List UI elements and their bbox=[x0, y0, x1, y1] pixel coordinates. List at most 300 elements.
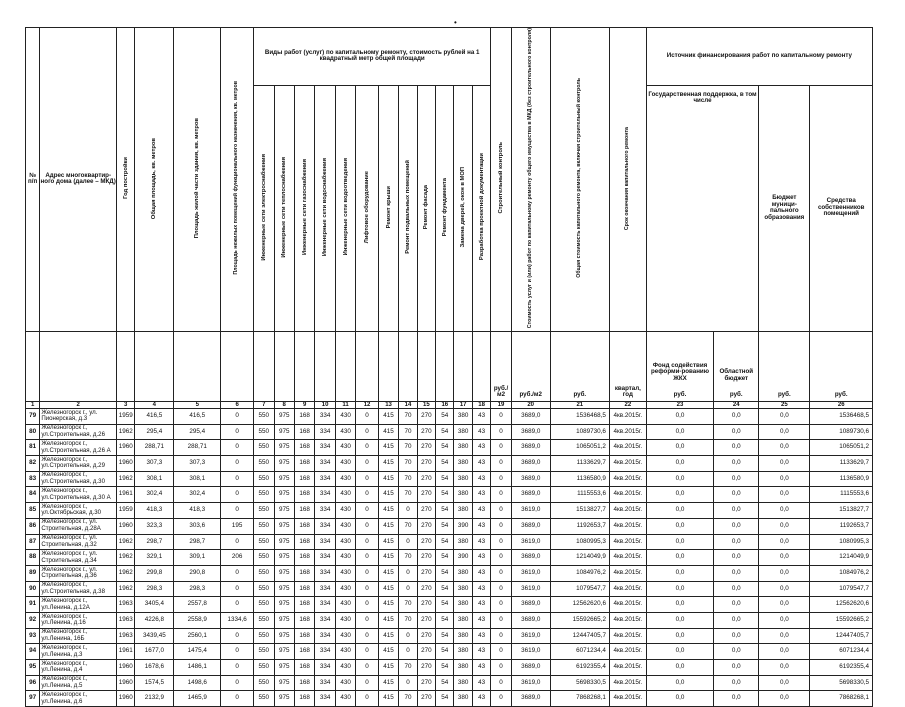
address-cell: Железногорск г., ул.Строительная, д.26 bbox=[40, 424, 117, 440]
table-row bbox=[26, 487, 873, 503]
value-cell: 43 bbox=[472, 456, 490, 472]
value-cell: 270 bbox=[417, 456, 435, 472]
value-cell: 0 bbox=[221, 644, 254, 660]
value-cell: 1963 bbox=[117, 628, 135, 644]
header-work-doors-windows: Замена дверей, окон в МОП bbox=[454, 85, 472, 331]
value-cell: 1136580,9 bbox=[810, 471, 873, 487]
value-cell: 3689,0 bbox=[511, 550, 550, 566]
value-cell: 4кв.2015г. bbox=[609, 628, 646, 644]
header-building-control: Строительный контроль bbox=[491, 28, 511, 332]
header-work-facade: Ремонт фасада bbox=[417, 85, 435, 331]
value-cell: 0,0 bbox=[646, 471, 714, 487]
value-cell: 0 bbox=[356, 660, 379, 676]
address-cell: Железногорск г., ул.Ленина, д.16 bbox=[40, 612, 117, 628]
column-numbers-row bbox=[26, 401, 873, 408]
value-cell: 54 bbox=[436, 503, 454, 519]
value-cell: 0,0 bbox=[759, 581, 810, 597]
value-cell: 0 bbox=[221, 691, 254, 707]
value-cell: 1115553,6 bbox=[810, 487, 873, 503]
address-cell: Железногорск г., ул.Ленина, д.4 bbox=[40, 660, 117, 676]
value-cell: 380 bbox=[454, 691, 472, 707]
value-cell: 290,8 bbox=[174, 565, 221, 581]
row-index-cell: 80 bbox=[26, 424, 40, 440]
value-cell: 1065051,2 bbox=[550, 440, 609, 456]
value-cell: 1084976,2 bbox=[550, 565, 609, 581]
header-financing-group: Источник финансирования работ по капитальному ремонту bbox=[646, 28, 872, 86]
value-cell: 1963 bbox=[117, 597, 135, 613]
value-cell: 0,0 bbox=[714, 424, 759, 440]
value-cell: 0 bbox=[491, 518, 511, 534]
capital-repair-table-sheet bbox=[25, 27, 873, 707]
value-cell: 550 bbox=[254, 581, 274, 597]
value-cell: 168 bbox=[294, 597, 314, 613]
value-cell: 0 bbox=[356, 503, 379, 519]
value-cell: 3689,0 bbox=[511, 612, 550, 628]
value-cell: 3619,0 bbox=[511, 565, 550, 581]
value-cell: 12447405,7 bbox=[550, 628, 609, 644]
value-cell: 1960 bbox=[117, 691, 135, 707]
unit-blank-11 bbox=[356, 331, 379, 401]
value-cell: 0 bbox=[356, 612, 379, 628]
value-cell: 1192653,7 bbox=[810, 518, 873, 534]
value-cell: 43 bbox=[472, 581, 490, 597]
value-cell: 70 bbox=[399, 691, 417, 707]
value-cell: 70 bbox=[399, 440, 417, 456]
value-cell: 307,3 bbox=[135, 456, 174, 472]
value-cell: 3619,0 bbox=[511, 534, 550, 550]
value-cell: 0 bbox=[491, 644, 511, 660]
value-cell: 550 bbox=[254, 471, 274, 487]
value-cell: 54 bbox=[436, 409, 454, 425]
value-cell: 1498,6 bbox=[174, 675, 221, 691]
value-cell: 390 bbox=[454, 518, 472, 534]
header-work-foundation: Ремонт фундамента bbox=[436, 85, 454, 331]
unit-rub-fund bbox=[646, 331, 714, 401]
value-cell: 0,0 bbox=[759, 518, 810, 534]
column-number: 13 bbox=[378, 401, 398, 408]
value-cell: 550 bbox=[254, 550, 274, 566]
header-own-funds: Средства собственников помещений bbox=[810, 85, 873, 331]
value-cell: 54 bbox=[436, 597, 454, 613]
unit-rub-total: руб. bbox=[550, 331, 609, 401]
value-cell: 975 bbox=[274, 550, 294, 566]
value-cell: 975 bbox=[274, 612, 294, 628]
value-cell: 0,0 bbox=[714, 471, 759, 487]
column-number: 7 bbox=[254, 401, 274, 408]
column-number: 5 bbox=[174, 401, 221, 408]
row-index-cell: 88 bbox=[26, 550, 40, 566]
unit-blank-0 bbox=[26, 331, 40, 401]
value-cell: 0 bbox=[221, 409, 254, 425]
value-cell: 4кв.2015г. bbox=[609, 518, 646, 534]
value-cell: 270 bbox=[417, 424, 435, 440]
value-cell: 0,0 bbox=[646, 675, 714, 691]
value-cell: 975 bbox=[274, 675, 294, 691]
value-cell: 0 bbox=[491, 456, 511, 472]
value-cell: 3689,0 bbox=[511, 660, 550, 676]
row-index-cell: 85 bbox=[26, 503, 40, 519]
unit-blank-2 bbox=[117, 331, 135, 401]
value-cell: 54 bbox=[436, 456, 454, 472]
value-cell: 416,5 bbox=[174, 409, 221, 425]
value-cell: 0 bbox=[356, 691, 379, 707]
value-cell: 0,0 bbox=[759, 691, 810, 707]
value-cell: 0,0 bbox=[714, 644, 759, 660]
value-cell: 380 bbox=[454, 628, 472, 644]
value-cell: 334 bbox=[315, 518, 335, 534]
unit-quarter: квартал, год bbox=[609, 331, 646, 401]
value-cell: 70 bbox=[399, 550, 417, 566]
value-cell: 430 bbox=[335, 487, 355, 503]
value-cell: 270 bbox=[417, 440, 435, 456]
value-cell: 430 bbox=[335, 644, 355, 660]
value-cell: 380 bbox=[454, 440, 472, 456]
value-cell: 0,0 bbox=[646, 565, 714, 581]
value-cell: 4кв.2015г. bbox=[609, 503, 646, 519]
value-cell: 0,0 bbox=[646, 644, 714, 660]
value-cell: 0,0 bbox=[759, 612, 810, 628]
value-cell: 1475,4 bbox=[174, 644, 221, 660]
value-cell: 0,0 bbox=[714, 518, 759, 534]
column-number: 8 bbox=[274, 401, 294, 408]
value-cell: 0 bbox=[491, 440, 511, 456]
value-cell: 334 bbox=[315, 550, 335, 566]
table-row bbox=[26, 518, 873, 534]
address-cell: Железногорск г., ул.Строительная, д.29 bbox=[40, 456, 117, 472]
table-row bbox=[26, 644, 873, 660]
value-cell: 0 bbox=[356, 471, 379, 487]
value-cell: 415 bbox=[378, 534, 398, 550]
value-cell: 54 bbox=[436, 612, 454, 628]
value-cell: 168 bbox=[294, 487, 314, 503]
value-cell: 4кв.2015г. bbox=[609, 612, 646, 628]
unit-rub-municipal: руб. bbox=[759, 331, 810, 401]
column-number: 18 bbox=[472, 401, 490, 408]
value-cell: 0 bbox=[356, 487, 379, 503]
value-cell: 1959 bbox=[117, 409, 135, 425]
column-number: 9 bbox=[294, 401, 314, 408]
value-cell: 168 bbox=[294, 424, 314, 440]
value-cell: 168 bbox=[294, 581, 314, 597]
value-cell: 0,0 bbox=[714, 550, 759, 566]
value-cell: 334 bbox=[315, 503, 335, 519]
value-cell: 12447405,7 bbox=[810, 628, 873, 644]
header-year: Год постройки bbox=[117, 28, 135, 332]
value-cell: 0 bbox=[399, 581, 417, 597]
value-cell: 415 bbox=[378, 503, 398, 519]
unit-rub-m2b: руб./м2 bbox=[511, 331, 550, 401]
value-cell: 380 bbox=[454, 471, 472, 487]
value-cell: 0 bbox=[221, 424, 254, 440]
value-cell: 0 bbox=[356, 628, 379, 644]
value-cell: 6071234,4 bbox=[810, 644, 873, 660]
row-index-cell: 91 bbox=[26, 597, 40, 613]
value-cell: 550 bbox=[254, 534, 274, 550]
value-cell: 1536468,5 bbox=[550, 409, 609, 425]
value-cell: 430 bbox=[335, 660, 355, 676]
value-cell: 975 bbox=[274, 424, 294, 440]
value-cell: 334 bbox=[315, 597, 335, 613]
address-cell: Железногорск г., ул.Строительная, д.30 bbox=[40, 471, 117, 487]
value-cell: 54 bbox=[436, 534, 454, 550]
value-cell: 0,0 bbox=[646, 503, 714, 519]
column-number: 4 bbox=[135, 401, 174, 408]
table-row bbox=[26, 691, 873, 707]
value-cell: 975 bbox=[274, 581, 294, 597]
value-cell: 307,3 bbox=[174, 456, 221, 472]
value-cell: 0,0 bbox=[759, 487, 810, 503]
value-cell: 43 bbox=[472, 424, 490, 440]
value-cell: 0,0 bbox=[714, 660, 759, 676]
value-cell: 1960 bbox=[117, 675, 135, 691]
value-cell: 380 bbox=[454, 487, 472, 503]
value-cell: 1115553,6 bbox=[550, 487, 609, 503]
value-cell: 43 bbox=[472, 565, 490, 581]
value-cell: 334 bbox=[315, 644, 335, 660]
header-deadline: Срок окончания капитального ремонта bbox=[609, 28, 646, 332]
header-work-heating: Инженерные сети теплоснабжения bbox=[274, 85, 294, 331]
value-cell: 380 bbox=[454, 534, 472, 550]
value-cell: 70 bbox=[399, 456, 417, 472]
value-cell: 550 bbox=[254, 409, 274, 425]
value-cell: 329,1 bbox=[135, 550, 174, 566]
column-number: 19 bbox=[491, 401, 511, 408]
value-cell: 1962 bbox=[117, 565, 135, 581]
value-cell: 54 bbox=[436, 628, 454, 644]
value-cell: 0 bbox=[356, 440, 379, 456]
value-cell: 415 bbox=[378, 644, 398, 660]
column-number: 6 bbox=[221, 401, 254, 408]
value-cell: 334 bbox=[315, 691, 335, 707]
value-cell: 3689,0 bbox=[511, 597, 550, 613]
value-cell: 4кв.2015г. bbox=[609, 691, 646, 707]
value-cell: 415 bbox=[378, 581, 398, 597]
value-cell: 270 bbox=[417, 597, 435, 613]
column-number: 12 bbox=[356, 401, 379, 408]
value-cell: 302,4 bbox=[135, 487, 174, 503]
value-cell: 334 bbox=[315, 487, 335, 503]
value-cell: 0,0 bbox=[759, 628, 810, 644]
value-cell: 6192355,4 bbox=[550, 660, 609, 676]
value-cell: 550 bbox=[254, 565, 274, 581]
value-cell: 0 bbox=[356, 597, 379, 613]
value-cell: 3689,0 bbox=[511, 409, 550, 425]
value-cell: 308,1 bbox=[135, 471, 174, 487]
header-work-basement: Ремонт подвальных помещений bbox=[399, 85, 417, 331]
value-cell: 0 bbox=[491, 550, 511, 566]
value-cell: 0,0 bbox=[646, 660, 714, 676]
value-cell: 70 bbox=[399, 471, 417, 487]
value-cell: 54 bbox=[436, 440, 454, 456]
value-cell: 0 bbox=[221, 534, 254, 550]
value-cell: 550 bbox=[254, 424, 274, 440]
value-cell: 0,0 bbox=[714, 409, 759, 425]
value-cell: 975 bbox=[274, 534, 294, 550]
value-cell: 430 bbox=[335, 581, 355, 597]
value-cell: 1961 bbox=[117, 644, 135, 660]
value-cell: 270 bbox=[417, 644, 435, 660]
value-cell: 43 bbox=[472, 612, 490, 628]
value-cell: 380 bbox=[454, 503, 472, 519]
value-cell: 415 bbox=[378, 440, 398, 456]
value-cell: 299,8 bbox=[135, 565, 174, 581]
value-cell: 415 bbox=[378, 518, 398, 534]
value-cell: 334 bbox=[315, 471, 335, 487]
value-cell: 0,0 bbox=[646, 409, 714, 425]
table-row bbox=[26, 409, 873, 425]
value-cell: 415 bbox=[378, 612, 398, 628]
units-row bbox=[26, 331, 873, 401]
value-cell: 270 bbox=[417, 581, 435, 597]
table-row bbox=[26, 565, 873, 581]
unit-blank-3 bbox=[135, 331, 174, 401]
value-cell: 303,6 bbox=[174, 518, 221, 534]
row-index-cell: 89 bbox=[26, 565, 40, 581]
value-cell: 0 bbox=[356, 456, 379, 472]
value-cell: 1192653,7 bbox=[550, 518, 609, 534]
column-number: 16 bbox=[436, 401, 454, 408]
value-cell: 43 bbox=[472, 597, 490, 613]
value-cell: 4кв.2015г. bbox=[609, 487, 646, 503]
header-work-roof: Ремонт крыши bbox=[378, 85, 398, 331]
value-cell: 550 bbox=[254, 644, 274, 660]
header-works-group: Виды работ (услуг) по капитальному ремонту, стоимость рублей на 1 квадратный метр общей площади bbox=[254, 28, 491, 86]
value-cell: 54 bbox=[436, 644, 454, 660]
value-cell: 0,0 bbox=[646, 550, 714, 566]
value-cell: 3619,0 bbox=[511, 628, 550, 644]
header-work-water: Инженерные сети водоснабжения bbox=[315, 85, 335, 331]
header-work-electric: Инженерные сети электроснабжения bbox=[254, 85, 274, 331]
value-cell: 3689,0 bbox=[511, 471, 550, 487]
value-cell: 3689,0 bbox=[511, 424, 550, 440]
value-cell: 3689,0 bbox=[511, 487, 550, 503]
value-cell: 1065051,2 bbox=[810, 440, 873, 456]
table-row bbox=[26, 581, 873, 597]
value-cell: 4кв.2015г. bbox=[609, 644, 646, 660]
value-cell: 4кв.2015г. bbox=[609, 660, 646, 676]
value-cell: 3689,0 bbox=[511, 691, 550, 707]
value-cell: 0 bbox=[221, 660, 254, 676]
value-cell: 288,71 bbox=[135, 440, 174, 456]
value-cell: 43 bbox=[472, 675, 490, 691]
value-cell: 54 bbox=[436, 691, 454, 707]
value-cell: 0 bbox=[221, 581, 254, 597]
value-cell: 0,0 bbox=[759, 675, 810, 691]
value-cell: 295,4 bbox=[174, 424, 221, 440]
value-cell: 415 bbox=[378, 597, 398, 613]
column-number: 1 bbox=[26, 401, 40, 408]
address-cell: Железногорск г., ул.Строительная, д.38 bbox=[40, 581, 117, 597]
value-cell: 0 bbox=[356, 581, 379, 597]
value-cell: 1136580,9 bbox=[550, 471, 609, 487]
unit-rub-regional bbox=[714, 331, 759, 401]
address-cell: Железногорск г., ул. Строительная, д.34 bbox=[40, 550, 117, 566]
table-row bbox=[26, 550, 873, 566]
value-cell: 43 bbox=[472, 660, 490, 676]
value-cell: 1959 bbox=[117, 503, 135, 519]
value-cell: 430 bbox=[335, 628, 355, 644]
value-cell: 0,0 bbox=[759, 503, 810, 519]
value-cell: 0,0 bbox=[646, 581, 714, 597]
value-cell: 0,0 bbox=[714, 487, 759, 503]
value-cell: 975 bbox=[274, 628, 294, 644]
address-cell: Железногорск г., ул.Октябрьская, д.30 bbox=[40, 503, 117, 519]
value-cell: 0 bbox=[491, 691, 511, 707]
value-cell: 380 bbox=[454, 424, 472, 440]
value-cell: 0,0 bbox=[759, 565, 810, 581]
header-municipal: Бюджет муници-пального образования bbox=[759, 85, 810, 331]
unit-label: руб. bbox=[729, 391, 743, 399]
value-cell: 430 bbox=[335, 518, 355, 534]
value-cell: 3619,0 bbox=[511, 675, 550, 691]
value-cell: 550 bbox=[254, 487, 274, 503]
value-cell: 1465,9 bbox=[174, 691, 221, 707]
value-cell: 4кв.2015г. bbox=[609, 581, 646, 597]
value-cell: 12562620,6 bbox=[550, 597, 609, 613]
value-cell: 1513827,7 bbox=[810, 503, 873, 519]
value-cell: 168 bbox=[294, 550, 314, 566]
value-cell: 0,0 bbox=[646, 628, 714, 644]
value-cell: 380 bbox=[454, 456, 472, 472]
table-row bbox=[26, 597, 873, 613]
value-cell: 270 bbox=[417, 487, 435, 503]
value-cell: 43 bbox=[472, 440, 490, 456]
value-cell: 0,0 bbox=[759, 644, 810, 660]
value-cell: 0 bbox=[491, 503, 511, 519]
value-cell: 54 bbox=[436, 518, 454, 534]
value-cell: 975 bbox=[274, 471, 294, 487]
address-cell: Железногорск г., ул.Ленина, 16Б bbox=[40, 628, 117, 644]
row-index-cell: 92 bbox=[26, 612, 40, 628]
value-cell: 0 bbox=[491, 424, 511, 440]
value-cell: 15592665,2 bbox=[810, 612, 873, 628]
column-number: 21 bbox=[550, 401, 609, 408]
table-row bbox=[26, 612, 873, 628]
unit-blank-15 bbox=[436, 331, 454, 401]
value-cell: 0,0 bbox=[714, 565, 759, 581]
value-cell: 54 bbox=[436, 550, 454, 566]
address-cell: Железногорск г., ул.Ленина, д.5 bbox=[40, 675, 117, 691]
value-cell: 43 bbox=[472, 550, 490, 566]
header-work-gas: Инженерные сети газоснабжения bbox=[294, 85, 314, 331]
table-row bbox=[26, 440, 873, 456]
value-cell: 2560,1 bbox=[174, 628, 221, 644]
address-cell: Железногорск г., ул. Строительная, д.36 bbox=[40, 565, 117, 581]
value-cell: 0,0 bbox=[646, 691, 714, 707]
value-cell: 0 bbox=[491, 534, 511, 550]
header-state-support: Государственная поддержка, в том числе bbox=[646, 85, 759, 331]
value-cell: 70 bbox=[399, 660, 417, 676]
value-cell: 550 bbox=[254, 675, 274, 691]
value-cell: 0 bbox=[491, 409, 511, 425]
value-cell: 43 bbox=[472, 691, 490, 707]
row-index-cell: 90 bbox=[26, 581, 40, 597]
value-cell: 380 bbox=[454, 581, 472, 597]
value-cell: 54 bbox=[436, 581, 454, 597]
table-row bbox=[26, 534, 873, 550]
value-cell: 380 bbox=[454, 612, 472, 628]
value-cell: 0 bbox=[399, 644, 417, 660]
value-cell: 0 bbox=[491, 471, 511, 487]
row-index-cell: 81 bbox=[26, 440, 40, 456]
value-cell: 975 bbox=[274, 409, 294, 425]
value-cell: 298,3 bbox=[135, 581, 174, 597]
value-cell: 334 bbox=[315, 440, 335, 456]
value-cell: 334 bbox=[315, 581, 335, 597]
header-nonliving-area: Площадь нежилых помещений функционального назначения, кв. метров bbox=[221, 28, 254, 332]
value-cell: 430 bbox=[335, 675, 355, 691]
value-cell: 430 bbox=[335, 597, 355, 613]
